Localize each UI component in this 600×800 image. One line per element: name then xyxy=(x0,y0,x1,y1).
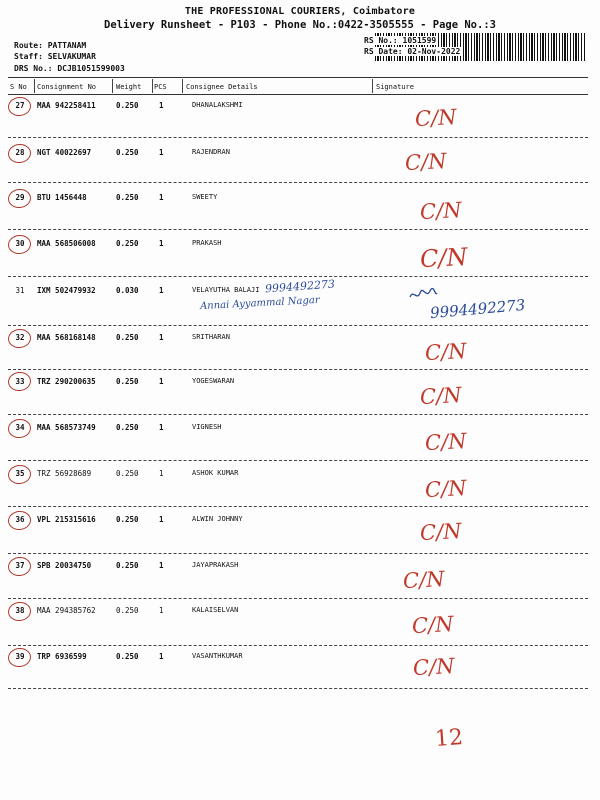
row-signature: C/N xyxy=(412,653,456,681)
row-weight: 0.250 xyxy=(116,423,139,432)
row-pcs: 1 xyxy=(159,515,164,524)
row-signature: C/N xyxy=(424,475,468,503)
col-consignee: Consignee Details xyxy=(186,83,258,91)
row-pcs: 1 xyxy=(159,148,164,157)
row-sno: 30 xyxy=(15,239,25,248)
row-pcs: 1 xyxy=(159,193,164,202)
row-sno: 28 xyxy=(15,148,25,157)
row-signature: C/N xyxy=(424,338,468,366)
rs-date: RS Date: 02-Nov-2022 xyxy=(364,47,461,56)
row-consignment: VPL 215315616 xyxy=(37,515,96,524)
row-consignment: MAA 568506008 xyxy=(37,239,96,248)
staff-label: Staff: SELVAKUMAR xyxy=(14,52,96,61)
row-consignment: BTU 1456448 xyxy=(37,193,87,202)
row-sno: 29 xyxy=(15,193,25,202)
row-weight: 0.250 xyxy=(116,193,139,202)
row-weight: 0.250 xyxy=(116,561,139,570)
row-signature: C/N xyxy=(419,518,463,546)
row-signature: C/N xyxy=(424,428,468,456)
row-sno: 33 xyxy=(15,377,25,386)
row-consignment: NGT 40022697 xyxy=(37,148,92,157)
row-pcs: 1 xyxy=(159,423,164,432)
row-consignee: VELAYUTHA BALAJI xyxy=(192,286,260,294)
row-signature: C/N xyxy=(419,382,463,410)
col-signature: Signature xyxy=(376,83,414,91)
row-weight: 0.250 xyxy=(116,148,139,157)
row-consignee: VASANTHKUMAR xyxy=(192,652,243,660)
row-signature: C/N xyxy=(414,104,458,132)
row-consignment: MAA 942258411 xyxy=(37,101,96,110)
row-consignment: MAA 294385762 xyxy=(37,606,96,615)
col-weight: Weight xyxy=(116,83,142,91)
row-sno: 39 xyxy=(15,652,25,661)
row-weight: 0.030 xyxy=(116,286,139,295)
row-pcs: 1 xyxy=(159,239,164,248)
row-weight: 0.250 xyxy=(116,377,139,386)
row-sno: 31 xyxy=(15,286,25,295)
rs-number: RS No.: 1051599 xyxy=(364,36,437,45)
row-signature: C/N xyxy=(411,611,455,639)
row-pcs: 1 xyxy=(159,333,164,342)
row-pcs: 1 xyxy=(159,101,164,110)
row-consignee: SWEETY xyxy=(192,193,218,201)
row-consignment: SPB 20034750 xyxy=(37,561,92,570)
row-consignee: SRITHARAN xyxy=(192,333,230,341)
row-consignee: RAJENDRAN xyxy=(192,148,230,156)
row-consignment: MAA 568573749 xyxy=(37,423,96,432)
row-signature: C/N xyxy=(402,566,446,594)
row-weight: 0.250 xyxy=(116,101,139,110)
row-pcs: 1 xyxy=(159,606,164,615)
handwritten-signature-phone: 9994492273 xyxy=(429,295,527,323)
row-consignment: TRZ 290200635 xyxy=(37,377,96,386)
row-weight: 0.250 xyxy=(116,469,139,478)
row-consignee: PRAKASH xyxy=(192,239,222,247)
handwritten-signature-scribble xyxy=(408,287,438,301)
table-header-rule xyxy=(8,94,588,95)
route-label: Route: PATTANAM xyxy=(14,41,87,50)
row-weight: 0.250 xyxy=(116,606,139,615)
row-weight: 0.250 xyxy=(116,515,139,524)
col-pcs: PCS xyxy=(154,83,167,91)
row-consignee: DHANALAKSHMI xyxy=(192,101,243,109)
row-consignee: KALAISELVAN xyxy=(192,606,239,614)
row-sno: 36 xyxy=(15,515,25,524)
row-pcs: 1 xyxy=(159,286,164,295)
row-consignment: IXM 502479932 xyxy=(37,286,96,295)
row-consignee: ASHOK KUMAR xyxy=(192,469,239,477)
row-pcs: 1 xyxy=(159,469,164,478)
table-top-rule xyxy=(8,77,588,78)
handwritten-address: Annai Ayyammal Nagar xyxy=(199,294,320,313)
row-signature: C/N xyxy=(404,148,448,176)
row-sno: 37 xyxy=(15,561,25,570)
row-signature: C/N xyxy=(419,197,463,225)
row-consignment: TRP 6936599 xyxy=(37,652,87,661)
drs-number: DRS No.: DCJB1051599003 xyxy=(14,64,125,73)
col-sno: S No xyxy=(10,83,27,91)
row-sno: 34 xyxy=(15,423,25,432)
row-sno: 35 xyxy=(15,469,25,478)
row-consignee: VIGNESH xyxy=(192,423,222,431)
row-consignment: MAA 568168148 xyxy=(37,333,96,342)
row-sno: 38 xyxy=(15,606,25,615)
row-pcs: 1 xyxy=(159,561,164,570)
col-consignment: Consignment No xyxy=(37,83,97,91)
company-title: THE PROFESSIONAL COURIERS, Coimbatore xyxy=(184,6,416,17)
row-weight: 0.250 xyxy=(116,333,139,342)
row-consignment: TRZ 56928689 xyxy=(37,469,92,478)
row-consignee: JAYAPRAKASH xyxy=(192,561,239,569)
row-consignee: ALWIN JOHNNY xyxy=(192,515,243,523)
row-weight: 0.250 xyxy=(116,652,139,661)
runsheet-subtitle: Delivery Runsheet - P103 - Phone No.:0422-3505555 - Page No.:3 xyxy=(104,19,496,31)
row-consignee: YOGESWARAN xyxy=(192,377,235,385)
page-total: 12 xyxy=(434,725,464,752)
row-pcs: 1 xyxy=(159,652,164,661)
row-weight: 0.250 xyxy=(116,239,139,248)
row-pcs: 1 xyxy=(159,377,164,386)
handwritten-phone: 9994492273 xyxy=(264,277,336,296)
row-sno: 32 xyxy=(15,333,25,342)
row-signature: C/N xyxy=(419,242,469,274)
row-sno: 27 xyxy=(15,101,25,110)
